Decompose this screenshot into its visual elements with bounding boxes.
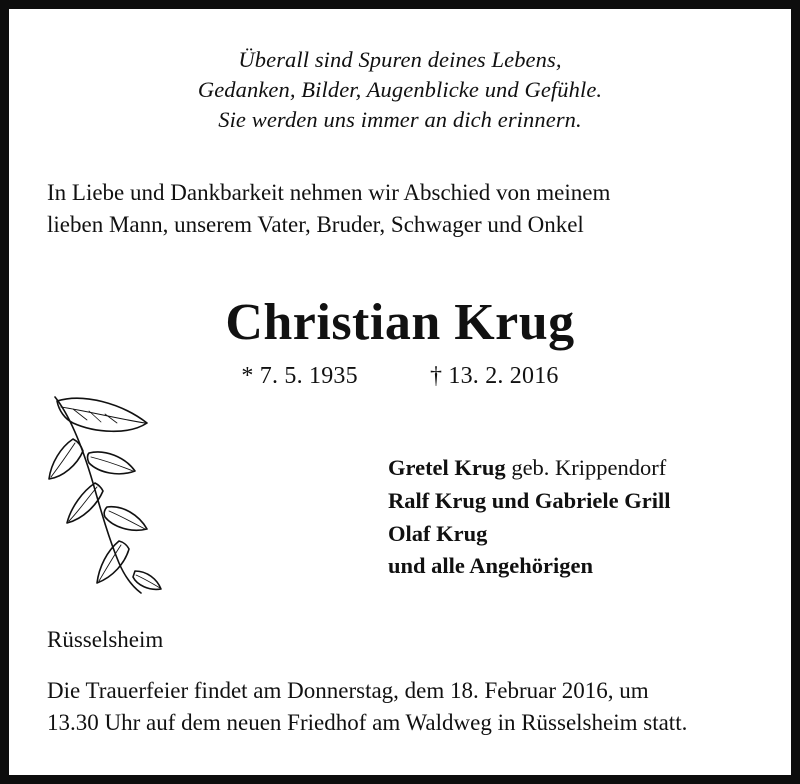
service-line: Die Trauerfeier findet am Donnerstag, dem 18. Februar 2016, um	[47, 677, 649, 703]
survivor-name: Gretel Krug	[388, 455, 506, 481]
introduction-line: In Liebe und Dankbarkeit nehmen wir Abschied von meinem	[47, 179, 611, 205]
introduction-text	[43, 177, 757, 240]
survivor-suffix: geb. Krippendorf	[505, 455, 667, 481]
survivor-name: Ralf Krug und Gabriele Grill	[388, 488, 671, 514]
deceased-name: Christian Krug	[225, 294, 575, 352]
epitaph-line: Überall sind Spuren deines Lebens,	[238, 47, 562, 72]
place-name: Rüsselsheim	[47, 626, 164, 652]
death-date: † 13. 2. 2016	[430, 363, 559, 390]
list-item	[388, 485, 757, 518]
survivor-name: Olaf Krug	[388, 520, 488, 546]
introduction-line: lieben Mann, unserem Vater, Bruder, Schwager und Onkel	[47, 211, 584, 237]
leaf-branch-icon	[43, 387, 183, 607]
list-item	[388, 518, 757, 551]
epitaph-line: Gedanken, Bilder, Augenblicke und Gefühle.	[197, 76, 603, 102]
survivor-name: und alle Angehörigen	[388, 553, 594, 579]
epitaph-line: Sie werden uns immer an dich erinnern.	[218, 106, 582, 132]
service-details	[43, 675, 757, 738]
list-item	[388, 550, 757, 583]
list-item	[388, 452, 757, 485]
service-line: 13.30 Uhr auf dem neuen Friedhof am Waldweg in Rüsselsheim statt.	[47, 709, 688, 735]
birth-date: * 7. 5. 1935	[241, 363, 358, 390]
epitaph-verse	[43, 45, 757, 135]
